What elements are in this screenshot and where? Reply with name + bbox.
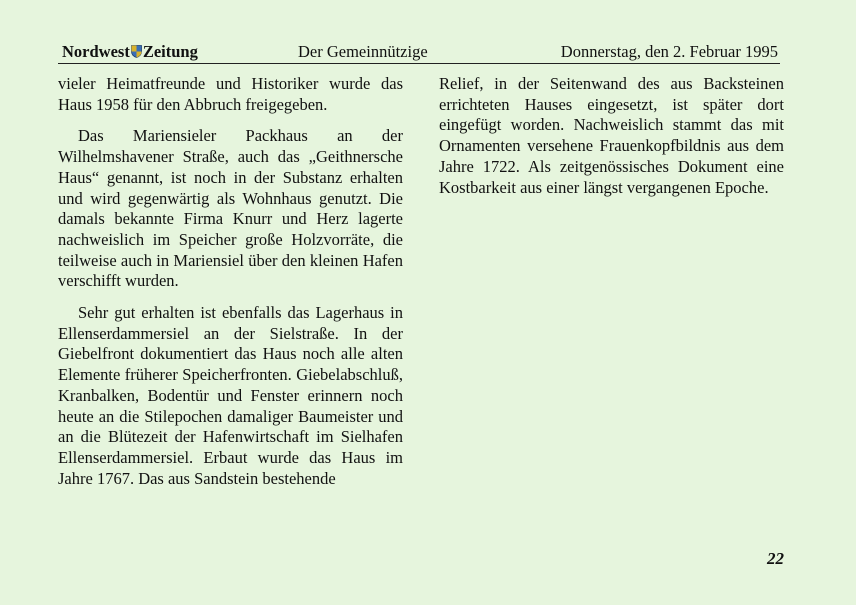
- newspaper-brand: [62, 42, 198, 62]
- page-header: [60, 42, 782, 64]
- left-column: [58, 74, 403, 500]
- header-rule: [58, 63, 780, 64]
- right-column: [439, 74, 784, 209]
- brand-name-right: Zeitung: [142, 42, 198, 61]
- left-paragraph-2: Das Mariensieler Packhaus an der Wilhelmshavener Straße, auch das „Geithnersche Haus“ genannt, ist noch in der Substanz erhalten und wird gegenwärtig als Wohnhaus genutzt. Die damals bekannte Firma Knurr und Herz lagerte nachweislich im Speicher große Holzvorräte, die teilweise auch in Mariensiel über den kleinen Hafen verschifft wurden.: [58, 126, 403, 291]
- section-title: Der Gemeinnützige: [298, 42, 428, 61]
- left-paragraph-1: vieler Heimatfreunde und Historiker wurde das Haus 1958 für den Abbruch freigegeben.: [58, 74, 403, 114]
- brand-name-left: Nordwest: [62, 42, 130, 61]
- coat-of-arms-icon: [131, 45, 142, 58]
- issue-date: Donnerstag, den 2. Februar 1995: [560, 42, 778, 61]
- page-number: 22: [767, 549, 784, 568]
- right-paragraph-1: Relief, in der Seitenwand des aus Backsteinen errichteten Hauses eingesetzt, ist später dort eingefügt worden. Nachweislich stammt das mit Ornamenten versehene Frauenkopfbildnis aus dem Jahre 1722. Als zeitgenössisches Dokument eine Kostbarkeit aus einer längst vergangenen Epoche.: [439, 74, 784, 197]
- left-paragraph-3: Sehr gut erhalten ist ebenfalls das Lagerhaus in Ellenserdammersiel an der Sielstraße. In der Giebelfront dokumentiert das Haus noch alle alten Elemente früherer Speicherfronten. Giebelabschluß, Kranbalken, Bodentür und Fenster erinnern noch heute an die Stilepochen damaliger Baumeister und an die Blütezeit der Hafenwirtschaft im Sielhafen Ellenserdammersiel. Erbaut wurde das Haus im Jahre 1767. Das aus Sandstein bestehende: [58, 303, 403, 488]
